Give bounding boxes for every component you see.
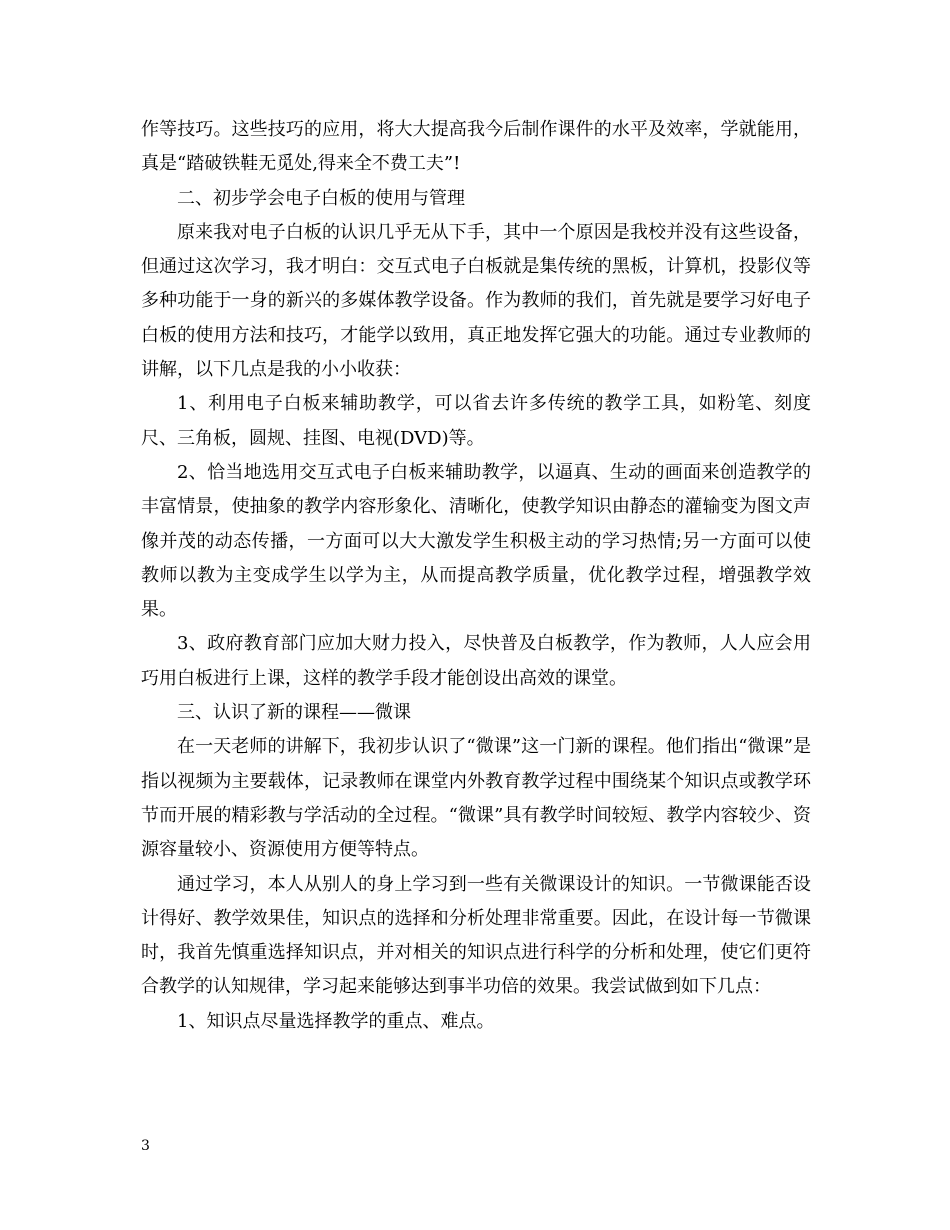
paragraph: 原来我对电子白板的认识几乎无从下手，其中一个原因是我校并没有这些设备，但通过这次学习，我才明白：交互式电子白板就是集传统的黑板，计算机，投影仪等多种功能于一身的新兴的多媒体教学设备。作为教师的我们，首先就是要学习好电子白板的使用方法和技巧，才能学以致用，真正地发挥它强大的功能。通过专业教师的讲解，以下几点是我的小小收获： [141,221,811,381]
list-item: 1、知识点尽量选择教学的重点、难点。 [177,1010,495,1032]
list-item: 2、恰当地选用交互式电子白板来辅助教学，以逼真、生动的画面来创造教学的丰富情景，使抽象的教学内容形象化、清晰化，使教学知识由静态的灌输变为图文声像并茂的动态传播，一方面可以大大激发学生积极主动的学习热情;另一方面可以使教师以教为主变成学生以学为主，从而提高教学质量，优化教学过程，增强教学效果。 [141,461,811,621]
page-number: 3 [141,1138,150,1154]
list-item: 1、利用电子白板来辅助教学，可以省去许多传统的教学工具，如粉笔、刻度尺、三角板，圆规、挂图、电视(DVD)等。 [141,393,811,449]
section-heading-whiteboard: 二、初步学会电子白板的使用与管理 [177,187,465,209]
paragraph-continuation: 作等技巧。这些技巧的应用，将大大提高我今后制作课件的水平及效率，学就能用，真是“踏破铁鞋无觅处,得来全不费工夫”! [141,119,811,175]
document-body [141,113,811,1039]
section-heading-microcourse: 三、认识了新的课程——微课 [177,702,411,724]
paragraph: 通过学习，本人从别人的身上学习到一些有关微课设计的知识。一节微课能否设计得好、教学效果佳，知识点的选择和分析处理非常重要。因此，在设计每一节微课时，我首先慎重选择知识点，并对相关的知识点进行科学的分析和处理，使它们更符合教学的认知规律，学习起来能够达到事半功倍的效果。我尝试做到如下几点： [141,873,811,998]
paragraph: 在一天老师的讲解下，我初步认识了“微课”这一门新的课程。他们指出“微课”是指以视频为主要载体，记录教师在课堂内外教育教学过程中围绕某个知识点或教学环节而开展的精彩教与学活动的全过程。“微课”具有教学时间较短、教学内容较少、资源容量较小、资源使用方便等特点。 [141,736,811,861]
list-item: 3、政府教育部门应加大财力投入，尽快普及白板教学，作为教师，人人应会用巧用白板进行上课，这样的教学手段才能创设出高效的课堂。 [141,633,811,689]
